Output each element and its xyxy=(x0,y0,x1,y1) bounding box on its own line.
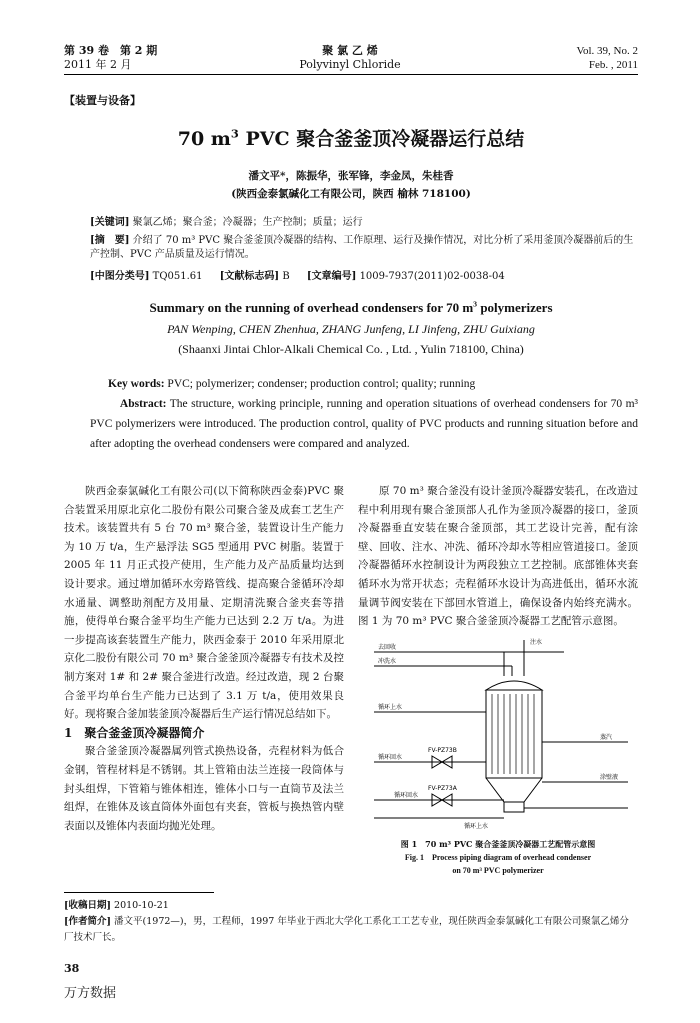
affiliation-cn: (陕西金泰氯碱化工有限公司，陕西 榆林 718100) xyxy=(231,188,471,200)
watermark: 万方数据 xyxy=(64,986,117,1001)
label-coating-liquid: 涂壁液 xyxy=(600,774,619,781)
label-cooling-return-2: 循环回水 xyxy=(394,792,419,799)
header-journal: 聚 氯 乙 烯 Polyvinyl Chloride xyxy=(299,44,401,71)
keywords-cn: [关键词] 聚氯乙烯；聚合釜；冷凝器；生产控制；质量；运行 xyxy=(90,217,363,228)
label-fv-pz73a: FV-PZ73A xyxy=(428,785,457,792)
category-tag: 【装置与设备】 xyxy=(64,94,141,107)
paragraph: 聚合釜釜顶冷凝器属列管式换热设备，壳程材料为低合金钢，管程材料是不锈钢。其上管箱由法兰连接一段筒体与封头组焊，下管箱与锥体相连，锥体小口与一直筒节及法兰组焊，在锥体及该直筒体外面包有夹套，管板与换热管内壁表面以及锥体内表面均抛光处理。 xyxy=(64,745,344,832)
label-steam: 蒸汽 xyxy=(600,734,613,741)
condenser-shell xyxy=(486,690,542,778)
title-cn: 70 $m^3$ PVC 聚合釜釜顶冷凝器运行总结 xyxy=(177,126,525,150)
process-piping-diagram xyxy=(364,632,638,832)
footnote: [收稿日期] 2010-10-21 [作者简介] 潘文平(1972—)，男，工程师，1997 年毕业于西北大学化工系化工工艺专业，现任陕西金泰氯碱化工有限公司聚氯乙烯分厂技术厂长。 xyxy=(64,900,629,943)
label-fv-pz73b: FV-PZ73B xyxy=(428,747,457,754)
footnote-rule xyxy=(64,892,214,893)
authors-cn: 潘文平*，陈振华，张军锋，李金凤，朱桂香 xyxy=(248,170,454,182)
affiliation-en: (Shaanxi Jintai Chlor-Alkali Chemical Co. , Ltd. , Yulin 718100, China) xyxy=(178,342,524,356)
label-cooling-supply-2: 循环上水 xyxy=(464,823,489,830)
keywords-en: Key words: PVC; polymerizer; condenser; production control; quality; running xyxy=(108,378,476,390)
abstract-cn: [摘 要] 介绍了 70 m³ PVC 聚合釜釜顶冷凝器的结构、工作原理、运行及操作情况，对比分析了采用釜顶冷凝器前后的生产控制、PVC 产品质量及运行情况。 xyxy=(90,235,634,260)
condenser-head xyxy=(486,681,542,690)
label-cooling-return: 循环回水 xyxy=(378,754,403,761)
header-volume: Vol. 39, No. 2 Feb. , 2011 xyxy=(576,45,638,71)
paragraph: 原 70 m³ 聚合釜没有设计釜顶冷凝器安装孔，在改造过程中利用现有聚合釜顶部人孔作为釜顶冷凝器的接口，釜顶冷凝器垂直安装在聚合釜顶部，其工艺设计完善，配有涂壁、回收、注水、冲洗、循环冷却水等相应管道接口。釜顶冷凝器循环水控制设计为两段独立工艺控制。底部锥体夹套循环水为常开状态；壳程循环水设计为高进低出，循环水流量调节阀安装在下部回水管道上，确保设备内始终充满水。图 1 为 70 m³ PVC 聚合釜釜顶冷凝器工艺配管示意图。 xyxy=(358,485,638,628)
label-recovery: 去回收 xyxy=(378,644,397,651)
label-flush-water: 冲洗水 xyxy=(378,658,397,665)
abstract-en: Abstract: The structure, working principle, running and operation situations of overhead condensers for 70 m³ PVC polymerizers were introduced. The production control, quality of PVC products and running situation before and after adopting the overhead condensers were compared and analyzed. xyxy=(90,398,638,450)
header-issue: 第 39 卷 第 2 期 2011 年 2 月 xyxy=(64,44,158,71)
label-cooling-supply: 循环上水 xyxy=(378,704,403,711)
title-en: Summary on the running of overhead condensers for 70 $m^3$ polymerizers xyxy=(149,299,553,315)
section-heading: 1 聚合釜釜顶冷凝器简介 xyxy=(64,725,205,740)
page-number: 38 xyxy=(64,962,80,975)
header-rule xyxy=(64,74,638,75)
paragraph: 陕西金泰氯碱化工有限公司(以下简称陕西金泰)PVC 聚合装置采用原北京化二股份有限公司聚合釜及成套工艺生产技术。该装置共有 5 台 70 m³ 聚合釜，装置设计生产能力为 10 万 t/a，生产悬浮法 SG5 型通用 PVC 树脂。装置于 2005 年 11 月正式投产使用，生产能力及产品质量均达到设计要求。通过增加循环水旁路管线、提高聚合釜循环冷却水通量、调整助剂配方及用量、定期清洗聚合釜夹套等措施，使得单台聚合釜平均生产能力已达到 2.2 万 t/a。为进一步提高该套装置生产能力，陕西金泰于 2010 年采用原北京化二股份有限公司 70 m³ 聚合釜釜顶冷凝器专有技术及控制方案对 1# 和 2# 聚合釜进行改造。经过改造，现 2 台聚合釜平均单台生产能力已达到了 3.1 万 t/a，使用效果良好。现将聚合釜加装釜顶冷凝器后生产运行情况总结如下。 xyxy=(64,485,344,721)
condenser-cone xyxy=(486,778,542,802)
authors-en: PAN Wenping, CHEN Zhenhua, ZHANG Junfeng, LI Jinfeng, ZHU Guixiang xyxy=(167,322,535,336)
figure-caption: 图 1 70 m³ PVC 聚合釜釜顶冷凝器工艺配管示意图 Fig. 1 Process piping diagram of overhead condenser on 70 m³ PVC polymerizer xyxy=(400,839,596,875)
body-left-column xyxy=(64,482,344,835)
classification-line: [中图分类号] TQ051.61 [文献标志码] B [文章编号] 1009-7937(2011)02-0038-04 xyxy=(90,271,505,282)
label-water-injection: 注水 xyxy=(530,639,543,646)
body-right-column xyxy=(358,482,638,631)
